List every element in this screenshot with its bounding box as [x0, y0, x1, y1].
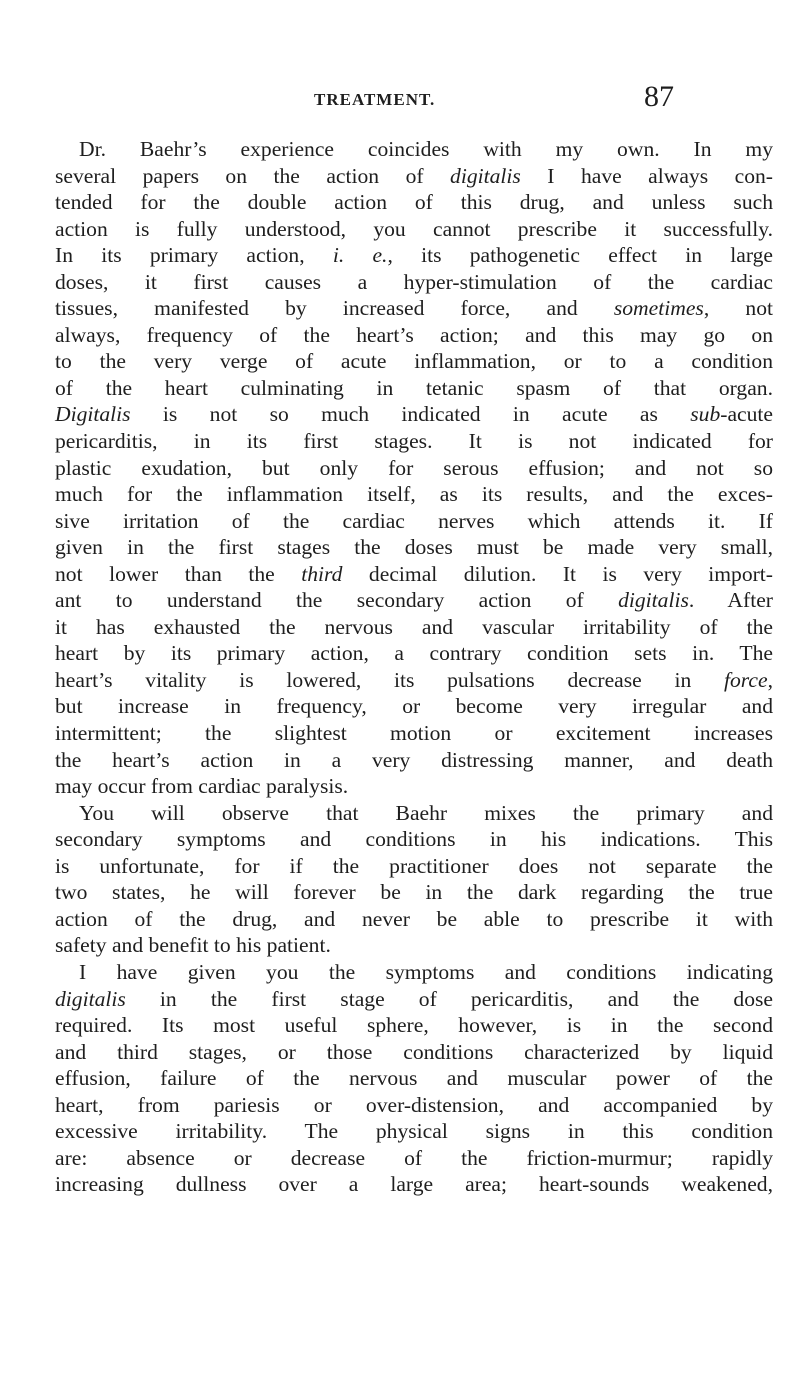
emphasized-text: digitalis: [55, 986, 126, 1011]
text-run: . After: [688, 588, 773, 613]
text-run: action of the drug, and never be able to prescribe it with: [55, 906, 773, 931]
text-line: [55, 481, 773, 508]
text-line: [55, 508, 773, 535]
text-run: Dr. Baehr’s experience coincides with my own. In my: [79, 137, 773, 161]
text-run: it has exhausted the nervous and vascular irritability of the: [55, 614, 773, 639]
text-line: [55, 959, 773, 986]
text-line: [55, 773, 773, 800]
text-line: [55, 826, 773, 853]
text-run: You will observe that Baehr mixes the primary and: [79, 800, 773, 825]
text-line: [55, 667, 773, 694]
text-line: [55, 747, 773, 774]
text-run: ,: [767, 667, 773, 692]
text-line: [55, 1012, 773, 1039]
text-line: [55, 269, 773, 296]
text-line: [55, 1039, 773, 1066]
text-run: , not: [703, 296, 773, 321]
text-run: intermittent; the slightest motion or excitement increases: [55, 721, 773, 746]
emphasized-text: force: [724, 667, 768, 692]
text-line: [55, 295, 773, 322]
text-line: [55, 375, 773, 402]
text-line: [55, 348, 773, 375]
text-line: [55, 932, 773, 959]
text-run: may occur from cardiac paralysis.: [55, 774, 349, 799]
text-line: [55, 1118, 773, 1145]
text-run: given in the first stages the doses must be made very small,: [55, 535, 773, 560]
emphasized-text: sometimes: [613, 296, 704, 321]
text-line: [55, 1092, 773, 1119]
text-line: [55, 455, 773, 482]
text-run: but increase in frequency, or become very irregular and: [55, 694, 773, 719]
text-run: is unfortunate, for if the practitioner does not separate the: [55, 853, 773, 878]
text-run: is not so much indicated in acute as: [130, 402, 691, 427]
text-run: always, frequency of the heart’s action; and this may go on: [55, 322, 773, 347]
text-run: ant to understand the secondary action of: [55, 588, 619, 613]
text-line: [55, 428, 773, 455]
text-line: [55, 853, 773, 880]
text-run: several papers on the action of: [55, 163, 451, 188]
text-run: to the very verge of acute inflammation, or to a condition: [55, 349, 773, 374]
text-line: [55, 720, 773, 747]
text-line: [55, 1065, 773, 1092]
text-run: heart’s vitality is lowered, its pulsations decrease in: [55, 667, 725, 692]
text-line: [55, 1145, 773, 1172]
text-run: sive irritation of the cardiac nerves which attends it. If: [55, 508, 773, 533]
emphasized-text: sub: [690, 402, 721, 427]
text-run: -acute: [720, 402, 773, 427]
text-run: doses, it first causes a hyper-stimulation of the cardiac: [55, 269, 773, 294]
emphasized-text: digitalis: [450, 163, 521, 188]
text-run: , its pathogenetic effect in large: [387, 243, 774, 268]
text-line: [55, 216, 773, 243]
text-run: secondary symptoms and conditions in his indications. This: [55, 827, 773, 852]
text-run: effusion, failure of the nervous and muscular power of the: [55, 1066, 773, 1091]
page-number: 87: [644, 80, 674, 113]
text-run: tissues, manifested by increased force, and: [55, 296, 614, 321]
text-run: the heart’s action in a very distressing manner, and death: [55, 747, 773, 772]
text-run: and third stages, or those conditions characterized by liquid: [55, 1039, 773, 1064]
text-line: [55, 163, 773, 190]
text-run: in the first stage of pericarditis, and the dose: [125, 986, 773, 1011]
text-line: [55, 879, 773, 906]
emphasized-text: digitalis: [618, 588, 689, 613]
text-line: [55, 189, 773, 216]
text-line: [55, 614, 773, 641]
running-head: [0, 80, 800, 120]
emphasized-text: third: [301, 561, 343, 586]
text-run: I have given you the symptoms and conditions indicating: [79, 959, 773, 984]
body-text: [55, 136, 773, 1198]
text-line: [55, 1171, 773, 1198]
text-run: heart by its primary action, a contrary condition sets in. The: [55, 641, 773, 666]
text-run: tended for the double action of this drug, and unless such: [55, 190, 773, 215]
text-line: [55, 561, 773, 588]
text-line: [55, 534, 773, 561]
text-run: In its primary action,: [55, 243, 333, 268]
text-line: [55, 587, 773, 614]
running-title: TREATMENT.: [314, 90, 436, 109]
text-line: [55, 242, 773, 269]
emphasized-text: Digitalis: [55, 402, 131, 427]
text-run: are: absence or decrease of the friction-murmur; rapidly: [55, 1145, 773, 1170]
text-run: excessive irritability. The physical signs in this condition: [55, 1119, 773, 1144]
text-line: [55, 401, 773, 428]
text-run: heart, from pariesis or over-distension, and accompanied by: [55, 1092, 773, 1117]
text-run: pericarditis, in its first stages. It is not indicated for: [55, 429, 773, 454]
text-run: increasing dullness over a large area; heart-sounds weakened,: [55, 1172, 773, 1197]
text-line: [55, 693, 773, 720]
emphasized-text: i. e.: [332, 243, 388, 268]
text-run: of the heart culminating in tetanic spasm of that organ.: [55, 375, 773, 400]
text-line: [55, 322, 773, 349]
text-line: [55, 906, 773, 933]
text-run: safety and benefit to his patient.: [55, 933, 331, 958]
text-run: decimal dilution. It is very import-: [342, 561, 773, 586]
text-line: [55, 640, 773, 667]
text-run: required. Its most useful sphere, however, is in the second: [55, 1013, 773, 1038]
text-run: I have always con-: [520, 163, 773, 188]
text-line: [55, 800, 773, 827]
text-run: much for the inflammation itself, as its results, and the exces-: [55, 482, 773, 507]
text-line: [55, 986, 773, 1013]
text-run: not lower than the: [55, 561, 302, 586]
text-run: plastic exudation, but only for serous effusion; and not so: [55, 455, 773, 480]
text-line: [55, 136, 773, 163]
text-run: action is fully understood, you cannot prescribe it successfully.: [55, 216, 773, 241]
text-run: two states, he will forever be in the dark regarding the true: [55, 880, 773, 905]
